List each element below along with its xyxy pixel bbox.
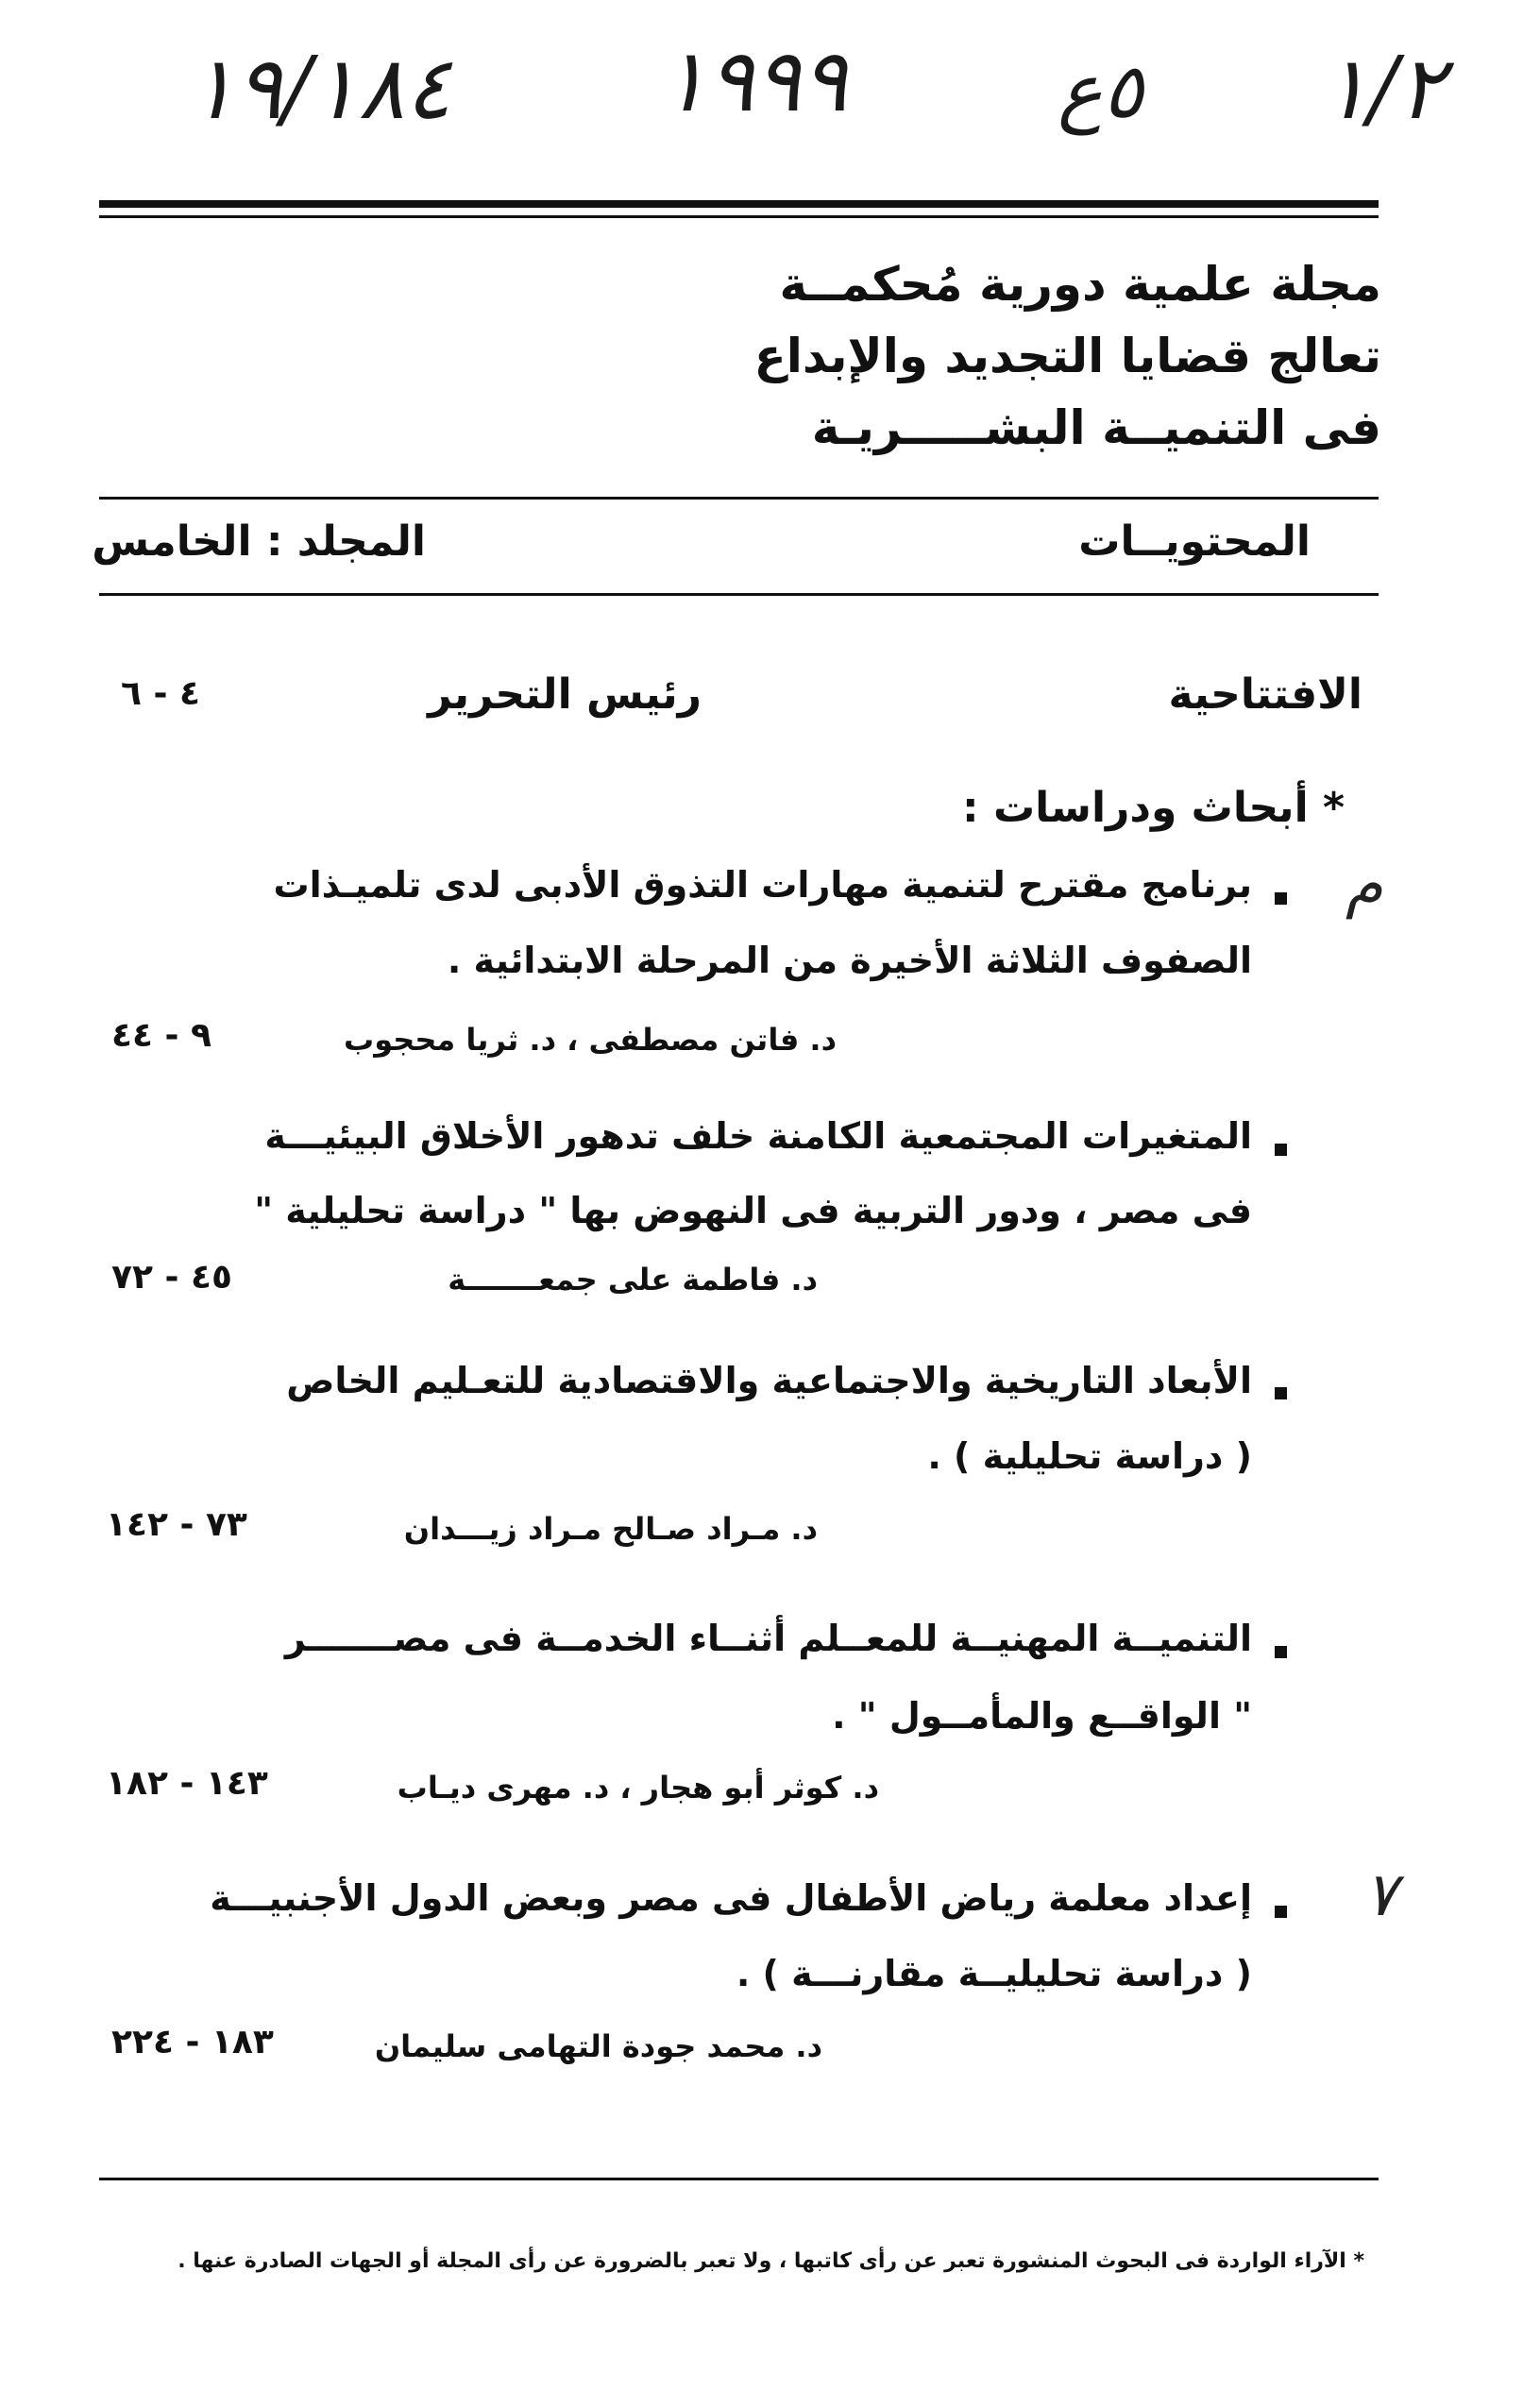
article-1-title-line-1: برنامج مقترح لتنمية مهارات التذوق الأدبى لدى تلميـذات	[273, 864, 1252, 906]
article-bullet	[1275, 1387, 1287, 1399]
margin-mark-5: ٧	[1364, 1860, 1397, 1930]
footer-rule	[99, 2178, 1379, 2180]
section-heading: * أبحاث ودراسات :	[962, 784, 1345, 832]
footnote: * الآراء الواردة فى البحوث المنشورة تعبر عن رأى كاتبها ، ولا تعبر بالضرورة عن رأى المجلة أو الجهات الصادرة عنها .	[178, 2249, 1364, 2273]
article-1-pages: ٩ - ٤٤	[111, 1016, 212, 1055]
contents-top-rule	[99, 497, 1379, 500]
article-4-pages: ١٤٣ - ١٨٢	[106, 1764, 268, 1803]
journal-description-line-1: مجلة علمية دورية مُحكمــة	[779, 257, 1381, 312]
article-1-author: د. فاتن مصطفى ، د. ثريا محجوب	[344, 1022, 837, 1058]
article-2-author: د. فاطمة على جمعـــــــة	[448, 1262, 818, 1297]
top-thick-rule	[99, 200, 1379, 208]
article-4-title-line-2: " الواقــع والمأمــول " .	[832, 1695, 1252, 1737]
article-1-title-line-2: الصفوف الثلاثة الأخيرة من المرحلة الابتدائية .	[447, 940, 1252, 981]
article-4-title-line-1: التنميــة المهنيــة للمعــلم أثنــاء الخدمــة فى مصـــــــر	[284, 1618, 1252, 1659]
journal-description-line-3: فى التنميــة البشـــــريـة	[811, 400, 1381, 455]
handwritten-date: ١٩/١٨٤	[189, 38, 452, 139]
article-3-title-line-1: الأبعاد التاريخية والاجتماعية والاقتصادية للتعـليم الخاص	[286, 1360, 1252, 1401]
contents-title: المحتويــات	[1078, 517, 1311, 566]
article-bullet	[1275, 1646, 1287, 1658]
article-3-pages: ٧٣ - ١٤٢	[106, 1505, 247, 1544]
article-bullet	[1275, 1906, 1287, 1918]
opening-author: رئيس التحرير	[428, 670, 702, 719]
handwritten-year: ١٩٩٩	[661, 30, 848, 131]
article-bullet	[1275, 1144, 1287, 1156]
margin-mark-1: م	[1345, 850, 1383, 920]
article-4-author: د. كوثر أبو هجار ، د. مهرى ديـاب	[397, 1770, 879, 1806]
volume-info	[92, 517, 426, 566]
opening-label: الافتتاحية	[1168, 670, 1362, 719]
article-5-pages: ١٨٣ - ٢٢٤	[111, 2023, 274, 2061]
handwritten-fraction: ١/٢	[1322, 38, 1445, 139]
article-5-author: د. محمد جودة التهامى سليمان	[374, 2028, 822, 2064]
article-2-title-line-2: فى مصر ، ودور التربية فى النهوض بها " دراسة تحليلية "	[254, 1190, 1252, 1231]
volume-value: الخامس	[92, 517, 252, 566]
article-3-title-line-2: ( دراسة تحليلية ) .	[927, 1435, 1252, 1477]
contents-bottom-rule	[99, 593, 1379, 596]
article-5-title-line-2: ( دراسة تحليليــة مقارنـــة ) .	[736, 1953, 1252, 1994]
article-2-pages: ٤٥ - ٧٢	[111, 1258, 232, 1297]
article-5-title-line-1: إعداد معلمة رياض الأطفال فى مصر وبعض الدول الأجنبيـــة	[210, 1877, 1252, 1919]
volume-label: المجلد	[296, 517, 426, 566]
article-bullet	[1275, 892, 1287, 905]
journal-description-line-2: تعالج قضايا التجديد والإبداع	[753, 329, 1381, 383]
top-thin-rule	[99, 215, 1379, 218]
opening-pages: ٤ - ٦	[121, 674, 200, 713]
article-2-title-line-1: المتغيرات المجتمعية الكامنة خلف تدهور الأخلاق البيئيـــة	[264, 1115, 1252, 1157]
article-3-author: د. مـراد صـالح مـراد زيـــدان	[403, 1511, 818, 1547]
volume-separator: :	[265, 517, 283, 566]
handwritten-code: ٥ع	[1058, 47, 1143, 135]
